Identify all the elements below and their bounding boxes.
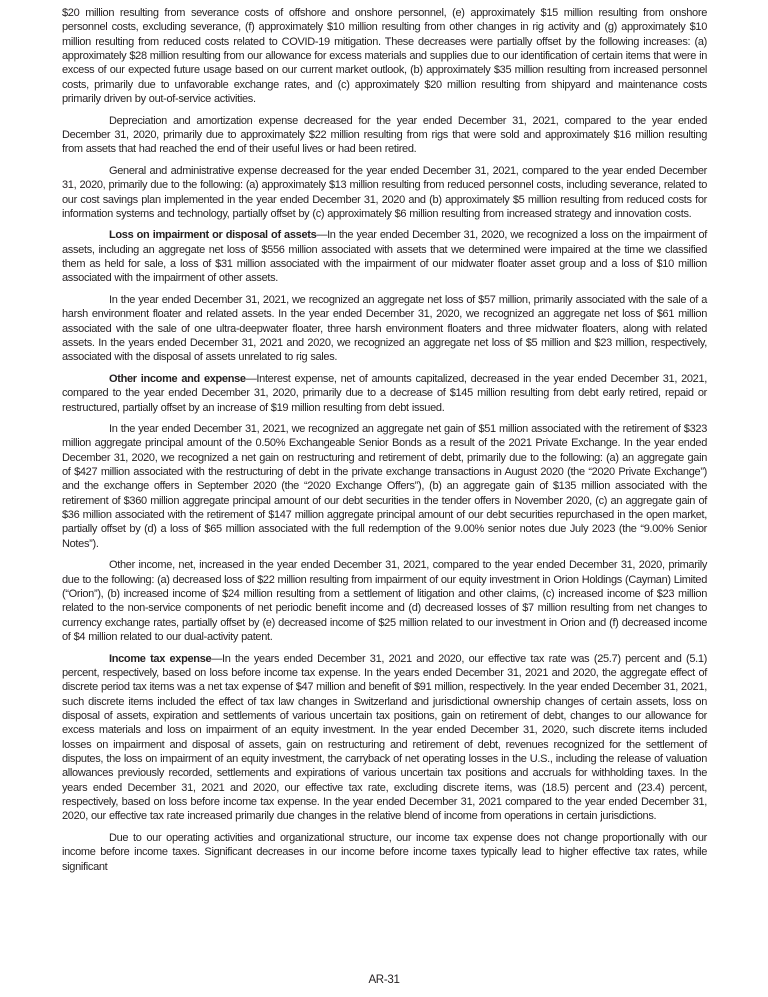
- paragraph-income-tax-expense: Income tax expense—In the years ended December 31, 2021 and 2020, our effective tax rate was (25.7) percent and (5.1) percent, respectively, based on loss before income tax expense. In the years ended December 31, 2021 and 2020, the aggregate effect of discrete period tax items was a net tax expense of $47 million and benefit of $91 million, respectively. In the year ended December 31, 2021, such discrete items included the effect of tax law changes in Switzerland and jurisdictional ownership changes of certain assets, loss on disposal of assets, expiration and settlements of various uncertain tax positions, gain on retirement of debt, changes to our allowance for excess materials and loss on impairment of an equity investment. In the year ended December 31, 2020, such discrete items included losses on impairment and disposal of assets, gain on restructuring and retirement of debt, revenues recognized for the settlement of disputes, the loss on impairment of an equity investment, the carryback of net operating losses in the U.S., including the release of valuation allowances previously recorded, settlements and expirations of various uncertain tax positions and accruals for withholding taxes. In the years ended December 31, 2021 and 2020, our effective tax rate, excluding discrete items, was (18.5) percent and (23.4) percent, respectively, based on loss before income tax expense. In the year ended December 31, 2021 compared to the year ended December 31, 2020, our effective tax rate increased primarily due changes in the relative blend of income from operations in certain jurisdictions.: [62, 652, 708, 823]
- paragraph-net-loss-sales: In the year ended December 31, 2021, we recognized an aggregate net loss of $57 million, primarily associated with the sale of a harsh environment floater and related assets. In the year ended December 31, 2020, we recognized an aggregate net loss of $61 million associated with the sale of one ultra-deepwater floater, three harsh environment floaters and three midwater floaters, along with related assets. In the years ended December 31, 2021 and 2020, we recognized an aggregate net loss of $5 million and $23 million, respectively, associated with the disposal of assets unrelated to rig sales.: [62, 293, 707, 364]
- paragraph-loss-on-impairment: Loss on impairment or disposal of assets—In the year ended December 31, 2020, we recognized a loss on the impairment of assets, including an aggregate net loss of $556 million associated with assets that we determined were impaired at the time we classified them as held for sale, a loss of $31 million associated with the impairment of our midwater floater asset group and a loss of $10 million associated with the impairment of other assets.: [62, 229, 707, 285]
- document-body: [62, 6, 707, 881]
- paragraph-general-administrative: General and administrative expense decreased for the year ended December 31, 2021, compared to the year ended December 31, 2020, primarily due to the following: (a) approximately $13 million resulting from reduced personnel costs, including severance, related to our cost savings plan implemented in the year ended December 31, 2020 and (b) approximately $5 million resulting from reduced costs for information systems and technology, partially offset by (c) approximately $6 million resulting from increased strategy and innovation costs.: [62, 164, 707, 220]
- paragraph-other-income-net: Other income, net, increased in the year ended December 31, 2021, compared to the year ended December 31, 2020, primarily due to the following: (a) decreased loss of $22 million resulting from impairment of our equity investment in Orion Holdings (Cayman) Limited (“Orion”), (b) increased income of $24 million resulting from a settlement of litigation and other claims, (c) increased income of $23 million related to the non-service components of net periodic benefit income and (d) decreased losses of $7 million resulting from net changes to currency exchange rates, partially offset by (e) decreased income of $25 million related to our investment in Orion and (f) decreased income of $4 million related to our dual-activity patent.: [62, 559, 707, 644]
- paragraph-depreciation: Depreciation and amortization expense decreased for the year ended December 31, 2021, compared to the year ended December 31, 2020, primarily due to approximately $22 million resulting from rigs that were sold and approximately $16 million resulting from assets that had reached the end of their useful lives or had been retired.: [62, 114, 707, 156]
- section-heading: Other income and expense: [109, 372, 246, 385]
- paragraph-debt-retirement: In the year ended December 31, 2021, we recognized an aggregate net gain of $51 million associated with the retirement of $323 million aggregate principal amount of the 0.50% Exchangeable Senior Bonds as a result of the 2021 Private Exchange. In the year ended December 31, 2020, we recognized a net gain on restructuring and retirement of debt, primarily due to the following: (a) an aggregate gain of $427 million associated with the restructuring of debt in the private exchange transactions in August 2020 (the “2020 Private Exchange”) and the exchange offers in September 2020 (the “2020 Exchange Offers”), (b) an aggregate gain of $135 million associated with the retirement of $360 million aggregate principal amount of our debt securities in the tender offers in November 2020, (c) an aggregate gain of $36 million associated with the retirement of $147 million aggregate principal amount of our debt securities repurchased in the open market, partially offset by (d) a loss of $65 million associated with the full redemption of the 9.00% senior notes due July 2023 (the “9.00% Senior Notes”).: [62, 423, 707, 550]
- page-number: AR-31: [368, 974, 400, 986]
- paragraph-other-income-expense: Other income and expense—Interest expense, net of amounts capitalized, decreased in the year ended December 31, 2021, compared to the year ended December 31, 2020, primarily due to a decrease of $145 million resulting from debt early retired, repaid or restructured, partially offset by an increase of $19 million resulting from debt issued.: [62, 372, 707, 414]
- section-heading: Loss on impairment or disposal of assets: [109, 229, 317, 242]
- paragraph-operating-structure: Due to our operating activities and organizational structure, our income tax expense does not change proportionally with our income before income taxes. Significant decreases in our income before income taxes typically lead to higher effective tax rates, while significant: [62, 831, 707, 873]
- paragraph-operating-costs-continued: $20 million resulting from severance costs of offshore and onshore personnel, (e) approximately $15 million resulting from onshore personnel costs, excluding severance, (f) approximately $10 million resulting from other changes in rig activity and (g) approximately $10 million resulting from reduced costs related to COVID-19 mitigation. These decreases were partially offset by the following increases: (a) approximately $28 million resulting from our allowance for excess materials and supplies due to our identification of certain items that were in excess of our expected future usage based on our current market outlook, (b) approximately $35 million resulting from increased personnel costs, primarily due to unfavorable exchange rates, and (c) approximately $20 million resulting from shipyard and maintenance costs primarily driven by out-of-service activities.: [62, 7, 708, 106]
- section-heading: Income tax expense: [109, 652, 212, 665]
